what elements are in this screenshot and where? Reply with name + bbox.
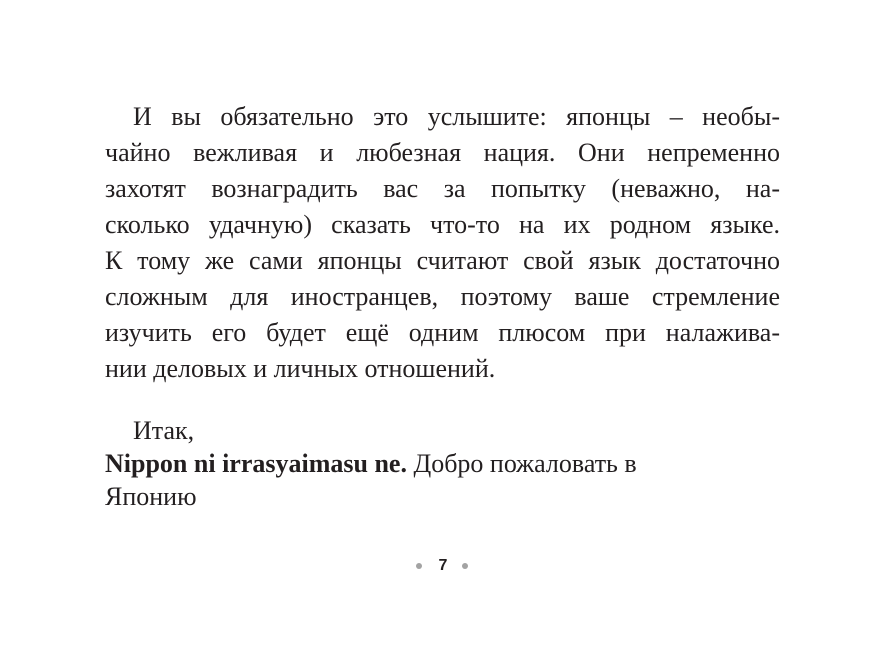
paragraph-line: К тому же сами японцы считают свой язык достаточно <box>105 246 780 275</box>
footer-dot-right <box>462 563 468 569</box>
paragraph-line: чайно вежливая и любезная нация. Они непременно <box>105 138 780 167</box>
japanese-phrase: Nippon ni irrasyaimasu ne. <box>105 449 407 478</box>
paragraph-line: И вы обязательно это услышите: японцы – необы- <box>133 102 780 131</box>
page-number: 7 <box>438 557 448 574</box>
welcome-phrase <box>105 447 780 480</box>
footer-dot-left <box>416 563 422 569</box>
paragraph-line: нии деловых и личных отношений. <box>105 354 496 383</box>
main-paragraph <box>105 99 780 387</box>
russian-translation: Добро пожаловать в <box>413 449 637 478</box>
closing-block <box>105 414 780 513</box>
closing-greeting: Итак, <box>133 416 195 445</box>
paragraph-line: сложным для иностранцев, поэтому ваше стремление <box>105 282 780 311</box>
paragraph-line: захотят вознаградить вас за попытку (неважно, на- <box>105 174 780 203</box>
paragraph-line: сколько удачную) сказать что-то на их родном языке. <box>105 210 780 239</box>
page-footer <box>0 553 886 579</box>
paragraph-line: изучить его будет ещё одним плюсом при налажива- <box>105 318 780 347</box>
welcome-phrase-end: Японию <box>105 482 197 511</box>
